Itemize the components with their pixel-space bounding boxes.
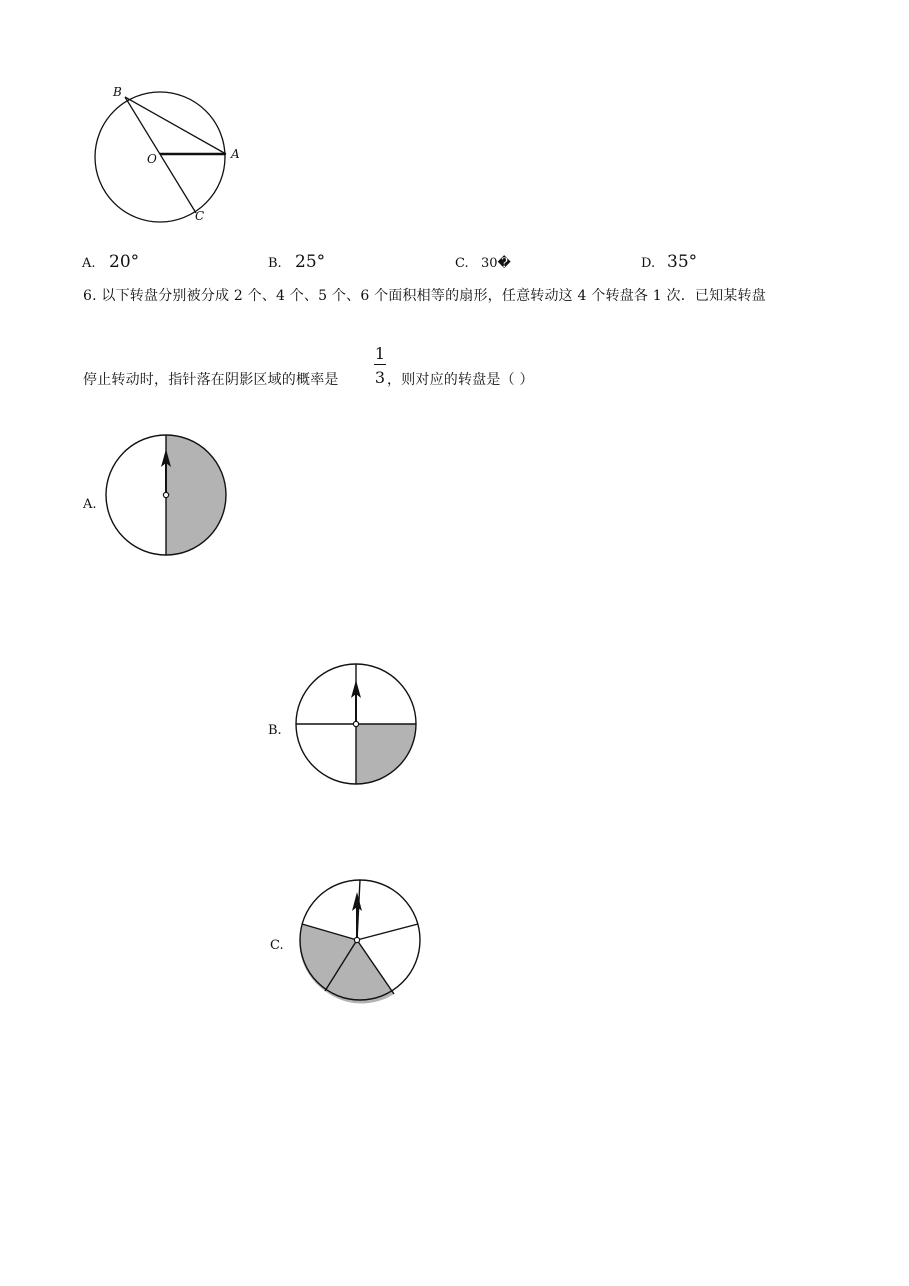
circle-geometry-figure xyxy=(80,80,250,230)
label-c: C xyxy=(195,209,205,223)
label-b: B xyxy=(113,85,122,99)
chord-ba xyxy=(125,97,226,154)
spinner-a xyxy=(104,433,230,559)
fraction-denominator: 3 xyxy=(374,368,386,387)
option-d-value: 35° xyxy=(667,252,698,272)
spinner-c-label: C. xyxy=(270,938,284,953)
question-6-line-1: 6. 以下转盘分别被分成 2 个、4 个、5 个、6 个面积相等的扇形，任意转动这 4 个转盘各 1 次．已知某转盘 xyxy=(83,288,766,304)
spinner-b-label: B. xyxy=(268,723,282,738)
spinner-b xyxy=(294,662,420,788)
circle-outline xyxy=(95,92,225,222)
option-c-letter: C. xyxy=(455,256,469,271)
option-c-value: 30� xyxy=(481,256,511,271)
fraction-bar xyxy=(374,364,386,365)
label-o: O xyxy=(147,152,157,166)
spinner-b-shaded-sector xyxy=(356,724,416,784)
spinner-a-label: A. xyxy=(83,497,97,512)
question-6-line-2-before: 停止转动时，指针落在阴影区域的概率是 xyxy=(83,372,339,388)
question-6-line-2-after: ，则对应的转盘是（ ） xyxy=(387,372,534,388)
option-a-letter: A. xyxy=(82,256,96,271)
spinner-c xyxy=(298,878,424,1004)
option-b-value: 25° xyxy=(295,252,326,272)
spinner-b-pivot xyxy=(353,721,358,726)
option-a-value: 20° xyxy=(109,252,140,272)
option-b-letter: B. xyxy=(268,256,282,271)
spinner-a-shaded-sector xyxy=(166,435,226,555)
spinner-c-pivot xyxy=(354,937,359,942)
spinner-a-pivot xyxy=(163,492,168,497)
option-d-letter: D. xyxy=(641,256,656,271)
label-a: A xyxy=(231,147,240,161)
spinner-c-divider-2 xyxy=(357,924,418,940)
fraction-numerator: 1 xyxy=(374,344,386,363)
